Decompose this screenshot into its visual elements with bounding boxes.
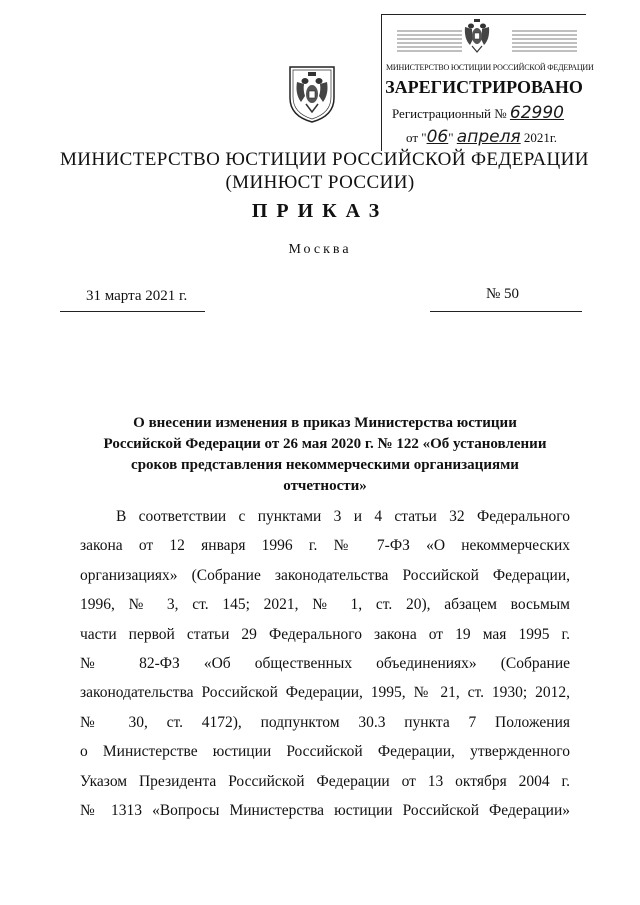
order-subject (80, 413, 570, 497)
ministry-heading (60, 148, 589, 194)
ministry-name: МИНИСТЕРСТВО ЮСТИЦИИ РОССИЙСКОЙ ФЕДЕРАЦИИ (60, 149, 589, 170)
order-number: № 50 (486, 286, 520, 302)
stamp-emblem-icon (462, 17, 492, 53)
subject-line: Российской Федерации от 26 мая 2020 г. № 122 «Об установлении (103, 436, 547, 452)
body-line: 1996, № 3, ст. 145; 2021, № 1, ст. 20), абзацем восьмым (80, 596, 570, 614)
stamp-date-quote: " (448, 130, 454, 145)
stamp-reg-label: Регистрационный № (392, 106, 507, 121)
city: Москва (288, 242, 352, 257)
registration-stamp (381, 14, 594, 151)
subject-line: О внесении изменения в приказ Министерства юстиции (133, 415, 517, 431)
body-line: № 30, ст. 4172), подпунктом 30.3 пункта 7 Положения (80, 713, 570, 731)
stamp-date (406, 127, 586, 147)
number-underline (430, 311, 582, 312)
body-line: законодательства Российской Федерации, 1995, № 21, ст. 1930; 2012, (80, 684, 570, 702)
body-line: части первой статьи 29 Федерального закона от 19 мая 1995 г. (80, 625, 570, 643)
subject-line: сроков представления некоммерческими организациями (131, 457, 519, 473)
body-line: организациях» (Собрание законодательства Российской Федерации, (80, 566, 570, 584)
stamp-date-month: апреля (456, 127, 521, 147)
stamp-date-prefix: от " (406, 130, 427, 145)
stamp-date-year: 2021 (523, 130, 550, 145)
stamp-date-day: 06 (426, 127, 449, 147)
body-line: Указом Президента Российской Федерации от 13 октября 2004 г. (80, 772, 570, 790)
body-line: закона от 12 января 1996 г. № 7-ФЗ «О некоммерческих (80, 537, 570, 555)
body-line: № 82-ФЗ «Об общественных объединениях» (Собрание (80, 654, 570, 672)
body-line: № 1313 «Вопросы Министерства юстиции Российской Федерации» (80, 801, 570, 819)
order-title: ПРИКАЗ (251, 200, 389, 222)
ministry-short-name: (МИНЮСТ РОССИИ) (225, 172, 415, 193)
order-body (80, 502, 570, 825)
stamp-date-suffix: г. (549, 130, 558, 145)
stamp-registration-number (392, 103, 586, 123)
body-line: о Министерстве юстиции Российской Федерации, утвержденного (80, 743, 570, 761)
body-line: В соответствии с пунктами 3 и 4 статьи 32 Федерального (116, 508, 570, 525)
stamp-registered: ЗАРЕГИСТРИРОВАНО (385, 77, 583, 97)
date-underline (60, 311, 205, 312)
stamp-ministry: МИНИСТЕРСТВО ЮСТИЦИИ РОССИЙСКОЙ ФЕДЕРАЦИИ (386, 63, 594, 72)
stamp-reg-number: 62990 (509, 103, 565, 123)
coat-of-arms-emblem (287, 64, 337, 124)
subject-line: отчетности» (283, 478, 367, 494)
order-date: 31 марта 2021 г. (86, 288, 188, 304)
